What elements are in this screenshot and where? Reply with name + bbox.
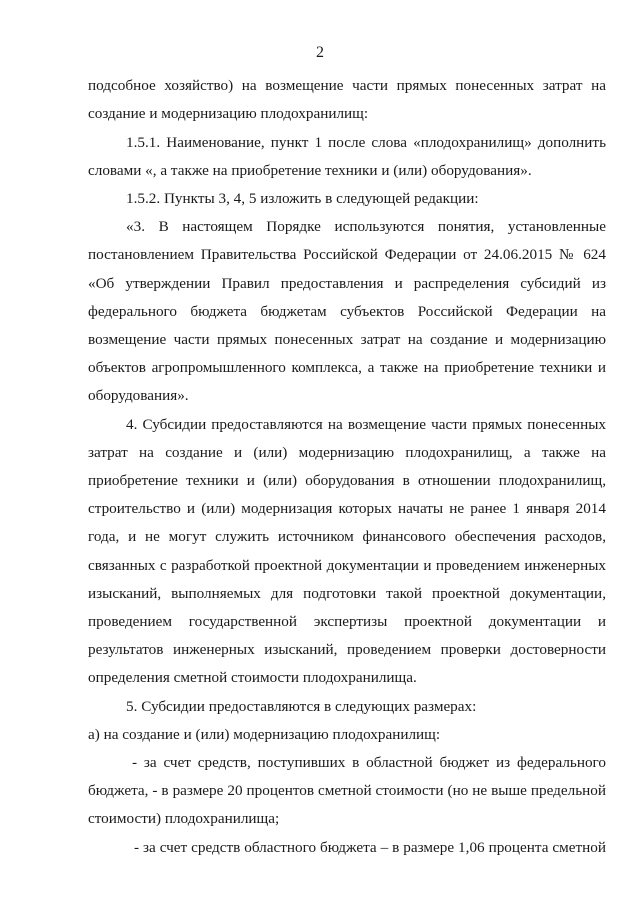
text-line: результатов инженерных изысканий, проведением проверки достоверности — [88, 641, 606, 658]
text-line: подсобное хозяйство) на возмещение части прямых понесенных затрат на — [88, 77, 606, 94]
text-line: создание и модернизацию плодохранилищ: — [88, 105, 369, 122]
text-line: 4. Субсидии предоставляются на возмещение части прямых понесенных — [126, 416, 606, 433]
text-line: строительство и (или) модернизация которых начаты не ранее 1 января 2014 — [88, 500, 606, 517]
page-number: 2 — [316, 44, 324, 61]
text-line: года, и не могут служить источником финансового обеспечения расходов, — [88, 528, 606, 545]
text-line: оборудования». — [88, 387, 189, 404]
text-line: постановлением Правительства Российской Федерации от 24.06.2015 № 624 — [88, 246, 606, 263]
text-line: бюджета, - в размере 20 процентов сметной стоимости (но не выше предельной — [88, 782, 606, 799]
text-line: 1.5.2. Пункты 3, 4, 5 изложить в следующей редакции: — [126, 190, 479, 207]
text-line: объектов агропромышленного комплекса, а также на приобретение техники и — [88, 359, 606, 376]
text-line: а) на создание и (или) модернизацию плодохранилищ: — [88, 726, 441, 743]
text-line: 1.5.1. Наименование, пункт 1 после слова «плодохранилищ» дополнить — [126, 134, 606, 151]
text-line: «Об утверждении Правил предоставления и распределения субсидий из — [88, 275, 606, 292]
text-line: стоимости) плодохранилища; — [88, 810, 280, 827]
text-line: - за счет средств областного бюджета – в размере 1,06 процента сметной — [134, 839, 606, 856]
text-line: «3. В настоящем Порядке используются понятия, установленные — [126, 218, 606, 235]
text-line: изысканий, выполняемых для подготовки такой проектной документации, — [88, 585, 606, 602]
text-line: определения сметной стоимости плодохранилища. — [88, 669, 417, 686]
text-line: затрат на создание и (или) модернизацию плодохранилищ, а также на — [88, 444, 606, 461]
text-line: словами «, а также на приобретение техники и (или) оборудования». — [88, 162, 532, 179]
text-line: - за счет средств, поступивших в областной бюджет из федерального — [132, 754, 606, 771]
text-line: проведением государственной экспертизы проектной документации и — [88, 613, 606, 630]
text-line: возмещение части прямых понесенных затрат на создание и модернизацию — [88, 331, 606, 348]
text-line: приобретение техники и (или) оборудования в отношении плодохранилищ, — [88, 472, 606, 489]
text-line: связанных с разработкой проектной документации и проведением инженерных — [88, 557, 606, 574]
text-line: федерального бюджета бюджетам субъектов Российской Федерации на — [88, 303, 606, 320]
text-line: 5. Субсидии предоставляются в следующих размерах: — [126, 698, 477, 715]
